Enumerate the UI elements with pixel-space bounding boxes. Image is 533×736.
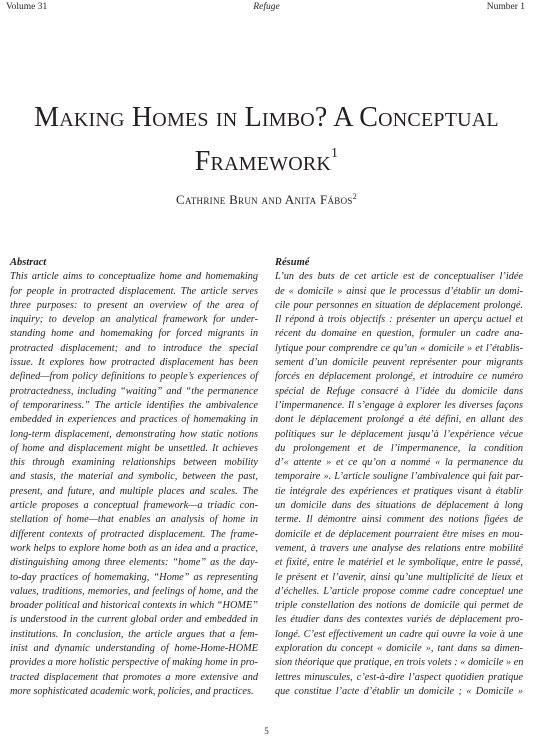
abstract-line: of temporariness.” The article identifies the ambivalence bbox=[10, 399, 258, 411]
resume-line: et fixité, entre le matériel et le symbolique, entre le passé, bbox=[275, 557, 523, 569]
title-line-2 bbox=[0, 136, 533, 180]
resume-line: terme. Il démontre ainsi comment des notions figées de bbox=[275, 514, 523, 526]
resume-line: lytique pour comprendre ce qu’un « domicile » et l’établis- bbox=[275, 342, 523, 354]
resume-line: les étudier dans des contextes variés de déplacement pro- bbox=[275, 614, 523, 626]
abstract-line: stellation of home—that enables an analysis of home in bbox=[10, 514, 258, 526]
abstract-column bbox=[10, 256, 258, 699]
abstract-line: present, and future, and multiple places and scales. The bbox=[10, 485, 258, 497]
resume-line: spécial de Refuge consacré à l’idée du domicile dans bbox=[275, 385, 523, 397]
resume-line: le présent et l’avenir, ainsi qu’une multiplicité de lieux et bbox=[275, 571, 523, 583]
abstract-line: inquiry; to develop an analytical framework for under- bbox=[10, 314, 258, 326]
abstract-line: broader political and historical contexts in which “HOME” bbox=[10, 600, 258, 612]
resume-line: lettres minuscules, c’est-à-dire l’aspect quotidien pratique bbox=[275, 671, 523, 683]
resume-line: temporaire ». L’article souligne l’ambivalence qui fait par- bbox=[275, 471, 523, 483]
abstract-line: embedded in experiences and practices of homemaking in bbox=[10, 414, 258, 426]
abstract-line: standing home and homemaking for forced migrants in bbox=[10, 328, 258, 340]
resume-line: tie intégrale des expériences et pratiques visant à établir bbox=[275, 485, 523, 497]
resume-line: sion théorique que pratique, en trois volets : « domicile » en bbox=[275, 657, 524, 669]
resume-line: de « domicile » ainsi que le processus d’établir un domi- bbox=[275, 285, 523, 297]
resume-line: d’« attente » et ce qu’on a nommé « la permanence du bbox=[275, 457, 523, 469]
abstract-line: tracted displacement that promotes a more extensive and bbox=[10, 671, 258, 683]
resume-line: dont le déplacement prolongé a été défini, en allant des bbox=[275, 414, 523, 426]
resume-line: triple constellation des notions de domicile qui permet de bbox=[275, 600, 523, 612]
abstract-line: This article aims to conceptualize home and homemaking bbox=[10, 271, 258, 283]
title-line-2-text: Framework bbox=[194, 146, 332, 177]
abstract-line: values, traditions, memories, and feelings of home, and the bbox=[10, 585, 258, 597]
author-byline bbox=[0, 192, 533, 208]
resume-line: longé. C’est effectivement un cadre qui ouvre la voie à une bbox=[275, 628, 523, 640]
abstract-line: three purposes: to present an overview of the area of bbox=[10, 299, 258, 311]
resume-line: forcés en déplacement prolongé, et introduire ce numéro bbox=[275, 371, 523, 383]
resume-line: du prolongement et de l’impermanence, la condition bbox=[275, 442, 523, 454]
resume-line: cile pour personnes en situation de déplacement prolongé. bbox=[275, 299, 523, 311]
resume-line: politiques sur le déplacement jusqu’à l’expérience vécue bbox=[275, 428, 523, 440]
abstract-line: protracted displacement; and to introduce the special bbox=[10, 342, 258, 354]
abstract-line: of home and displacement might be unsettled. It achieves bbox=[10, 442, 258, 454]
abstract-body bbox=[10, 270, 258, 699]
abstract-line: work helps to explore home both as an idea and a practice, bbox=[10, 542, 258, 554]
author-footnote-marker: 2 bbox=[352, 192, 358, 201]
resume-line: récent du domaine en question, formuler un cadre ana- bbox=[275, 328, 523, 340]
volume-label: Volume 31 bbox=[6, 2, 48, 12]
abstract-line: inist and dynamic understanding of home-Home-HOME bbox=[10, 643, 258, 655]
abstract-line: and stasis, the material and symbolic, between the past, bbox=[10, 471, 258, 483]
resume-line: exploration du concept « domicile », tant dans sa dimen- bbox=[275, 643, 523, 655]
resume-line: Il répond à trois objectifs : présenter un aperçu actuel et bbox=[275, 314, 523, 326]
resume-line: l’impermanence. Il s’engage à explorer les diverses façons bbox=[275, 399, 523, 411]
abstract-line: distinguishing among three elements: “home” as the day- bbox=[10, 557, 258, 569]
resume-line: vement, à travers une analyse des relations entre mobilité bbox=[275, 542, 523, 554]
title-footnote-marker: 1 bbox=[331, 146, 339, 161]
abstract-line: long-term displacement, demonstrating how static notions bbox=[10, 428, 258, 440]
author-names: Cathrine Brun and Anita Fábos bbox=[175, 192, 353, 207]
abstract-line: is understood in the current global order and embedded in bbox=[10, 614, 258, 626]
resume-line: L’un des buts de cet article est de conceptualiser l’idée bbox=[275, 271, 523, 283]
resume-column bbox=[275, 256, 523, 699]
abstract-line: institutions. In conclusion, the article argues that a fem- bbox=[10, 628, 258, 640]
abstract-line: this through examining relationships between mobility bbox=[10, 457, 258, 469]
abstract-line: defined—from policy definitions to people’s experiences of bbox=[10, 371, 258, 383]
abstract-line: issue. It explores how protracted displacement has been bbox=[10, 357, 258, 369]
abstract-line: to-day practices of homemaking, “Home” as representing bbox=[10, 571, 258, 583]
title-line-1: Making Homes in Limbo? A Conceptual bbox=[34, 102, 499, 133]
resume-body bbox=[275, 270, 523, 699]
resume-line: domicile et de déplacement pourraient être mises en mou- bbox=[275, 528, 523, 540]
abstract-line: more sophisticated academic work, policies, and practices. bbox=[10, 685, 254, 697]
abstract-line: article proposes a conceptual framework—a triadic con- bbox=[10, 500, 258, 512]
abstract-line: provides a more holistic perspective of making home in pro- bbox=[10, 657, 258, 669]
abstract-line: for people in protracted displacement. The article serves bbox=[10, 285, 258, 297]
page-number: 5 bbox=[264, 726, 269, 736]
journal-name: Refuge bbox=[253, 2, 280, 12]
article-title bbox=[0, 100, 533, 180]
running-header bbox=[0, 2, 533, 16]
resume-line: un domicile dans des situations de déplacement à long bbox=[275, 500, 523, 512]
resume-line: sement d’un domicile peuvent représenter pour migrants bbox=[275, 357, 523, 369]
abstract-line: different contexts of protracted displacement. The frame- bbox=[10, 528, 258, 540]
issue-number: Number 1 bbox=[486, 2, 525, 12]
abstract-line: protractedness, including “waiting” and “the permanence bbox=[10, 385, 258, 397]
resume-line: que constitue l’acte d’établir un domicile ; « Domicile » bbox=[275, 685, 523, 697]
resume-heading: Résumé bbox=[275, 257, 310, 268]
resume-line: d’échelles. L’article propose comme cadre conceptuel une bbox=[275, 585, 523, 597]
abstract-heading: Abstract bbox=[10, 257, 47, 268]
